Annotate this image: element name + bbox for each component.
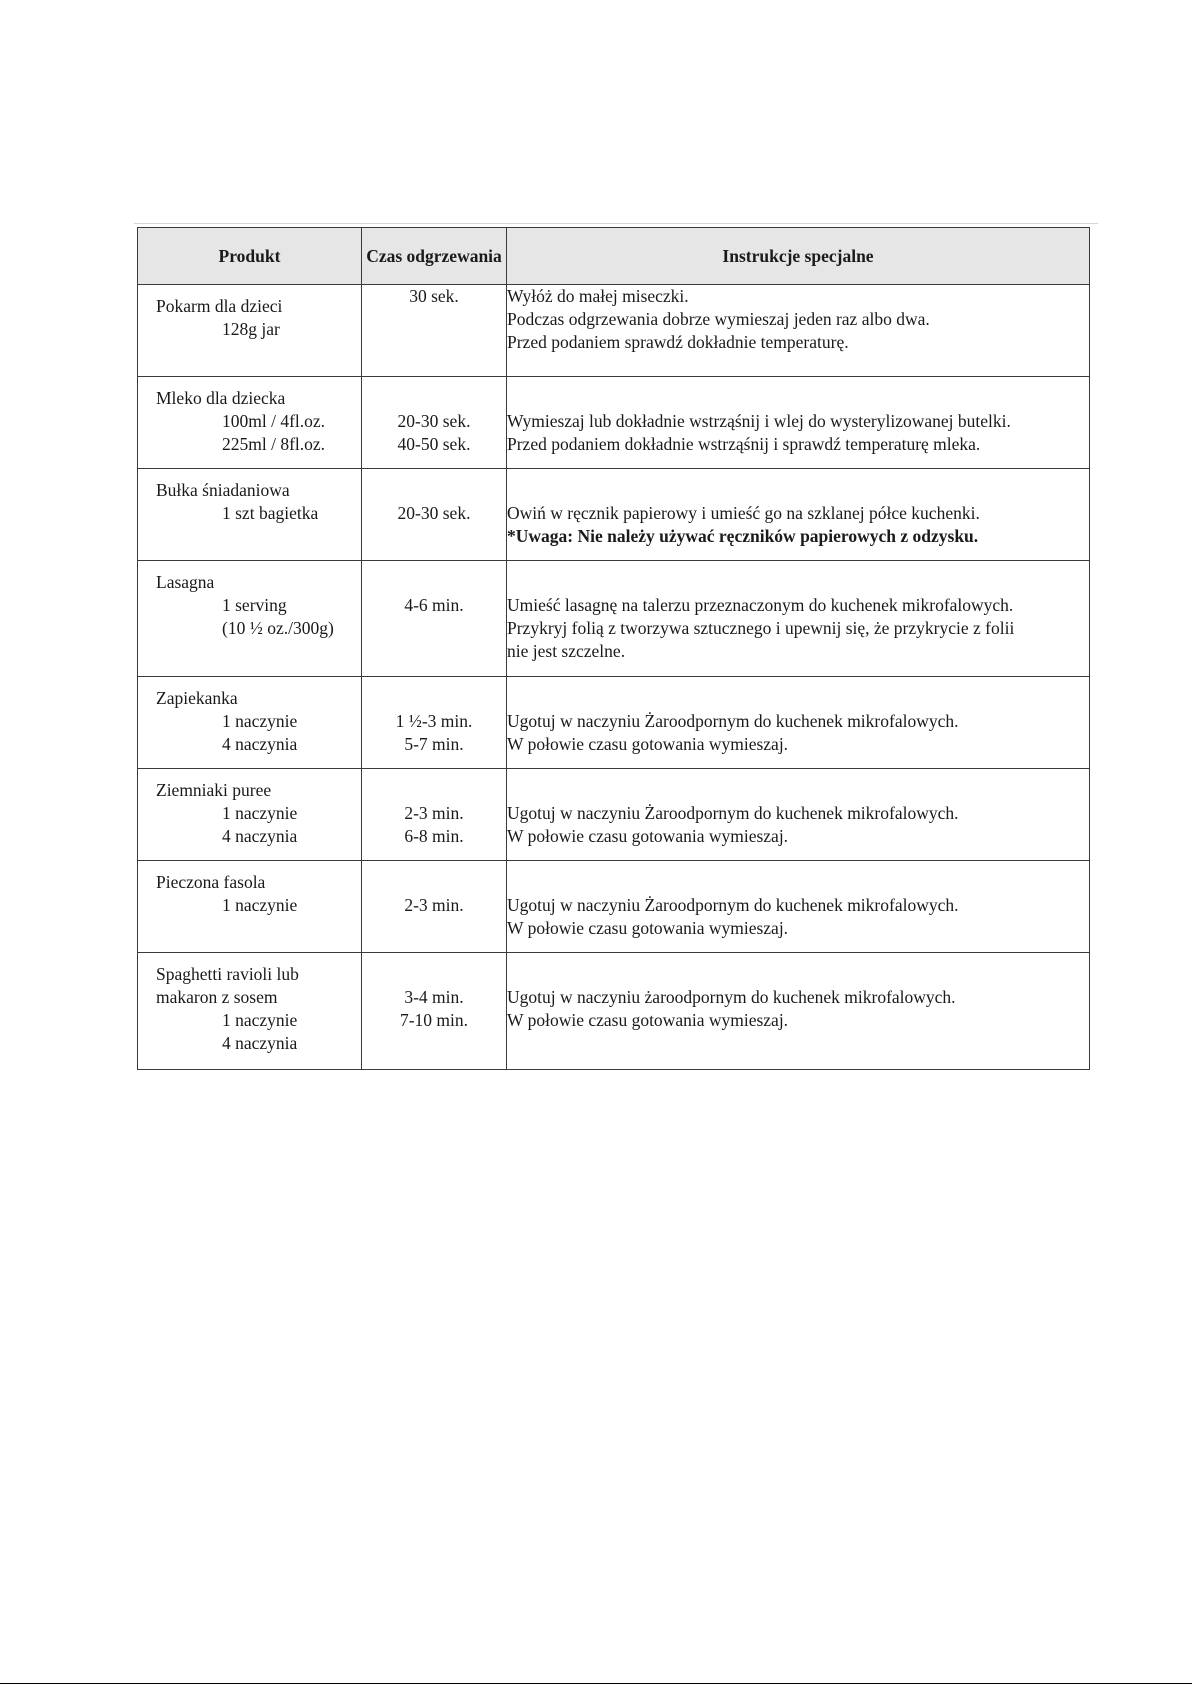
header-product: Produkt [138,228,362,285]
table-row [138,377,1090,469]
product-cell [138,469,362,561]
time-cell [362,861,507,953]
bottom-rule [0,1683,1192,1684]
time-cell [362,769,507,861]
product-name: Mleko dla dziecka [156,388,286,408]
instruction-line: Ugotuj w naczyniu Żaroodpornym do kuchenek mikrofalowych. [507,895,959,915]
instructions-cell [507,561,1090,677]
instructions-cell [507,377,1090,469]
product-portion: 1 naczynie [222,895,298,915]
instructions-cell [507,861,1090,953]
product-name-line2: makaron z sosem [156,987,278,1007]
time-cell [362,469,507,561]
time-value: 30 sek. [409,286,459,306]
time-cell [362,561,507,677]
product-portion: 4 naczynia [222,1033,298,1053]
product-portion: 1 naczynie [222,711,298,731]
product-portion: 100ml / 4fl.oz. [222,411,326,431]
product-portion: 1 szt bagietka [222,503,319,523]
product-cell [138,861,362,953]
time-cell [362,377,507,469]
table-row [138,769,1090,861]
product-cell [138,677,362,769]
product-cell [138,285,362,377]
instructions-cell [507,677,1090,769]
product-cell [138,769,362,861]
instructions-cell [507,769,1090,861]
time-value: 4-6 min. [404,595,464,615]
product-name: Ziemniaki puree [156,780,272,800]
product-cell [138,377,362,469]
time-cell [362,285,507,377]
product-portion: 128g jar [222,319,280,339]
table-header-row [138,228,1090,285]
product-name: Zapiekanka [156,688,238,708]
time-value: 2-3 min. [404,803,464,823]
instruction-line: Ugotuj w naczyniu Żaroodpornym do kuchenek mikrofalowych. [507,803,959,823]
instructions-cell [507,285,1090,377]
table-row [138,861,1090,953]
instruction-line: Ugotuj w naczyniu Żaroodpornym do kuchenek mikrofalowych. [507,711,959,731]
instructions-cell [507,953,1090,1070]
instruction-line: Umieść lasagnę na talerzu przeznaczonym do kuchenek mikrofalowych. [507,595,1014,615]
instructions-cell [507,469,1090,561]
instruction-line: W połowie czasu gotowania wymieszaj. [507,918,789,938]
product-cell [138,561,362,677]
product-portion: 4 naczynia [222,734,298,754]
instruction-line: W połowie czasu gotowania wymieszaj. [507,826,789,846]
warning-note: *Uwaga: Nie należy używać ręczników papierowych z odzysku. [507,526,979,546]
time-value: 6-8 min. [404,826,464,846]
header-instructions: Instrukcje specjalne [507,228,1090,285]
instruction-line: Owiń w ręcznik papierowy i umieść go na szklanej półce kuchenki. [507,503,980,523]
product-name: Bułka śniadaniowa [156,480,290,500]
instruction-line: Przed podaniem sprawdź dokładnie temperaturę. [507,332,849,352]
time-value: 20-30 sek. [397,503,471,523]
time-cell [362,677,507,769]
product-name: Pieczona fasola [156,872,266,892]
product-portion: 1 naczynie [222,803,298,823]
product-portion: 1 naczynie [222,1010,298,1030]
table-row [138,561,1090,677]
instruction-line: Ugotuj w naczyniu żaroodpornym do kuchenek mikrofalowych. [507,987,956,1007]
table-row [138,677,1090,769]
instruction-line: W połowie czasu gotowania wymieszaj. [507,1010,789,1030]
product-name: Pokarm dla dzieci [156,296,283,316]
time-value: 20-30 sek. [397,411,471,431]
instruction-line: W połowie czasu gotowania wymieszaj. [507,734,789,754]
top-rule [134,223,1098,224]
product-portion: 1 serving [222,595,287,615]
instruction-line: Wymieszaj lub dokładnie wstrząśnij i wlej do wysterylizowanej butelki. [507,411,1011,431]
instruction-line: nie jest szczelne. [507,641,626,661]
product-portion: (10 ½ oz./300g) [222,618,334,638]
reheating-table [137,227,1090,1070]
header-time: Czas odgrzewania [362,228,507,285]
product-cell [138,953,362,1070]
product-portion: 4 naczynia [222,826,298,846]
instruction-line: Wyłóż do małej miseczki. [507,286,689,306]
time-value: 3-4 min. [404,987,464,1007]
time-cell [362,953,507,1070]
time-value: 1 ½-3 min. [395,711,473,731]
instruction-line: Przed podaniem dokładnie wstrząśnij i sprawdź temperaturę mleka. [507,434,981,454]
time-value: 40-50 sek. [397,434,471,454]
product-portion: 225ml / 8fl.oz. [222,434,326,454]
time-value: 2-3 min. [404,895,464,915]
time-value: 7-10 min. [399,1010,469,1030]
table-row [138,953,1090,1070]
product-name: Lasagna [156,572,215,592]
instruction-line: Podczas odgrzewania dobrze wymieszaj jeden raz albo dwa. [507,309,930,329]
time-value: 5-7 min. [404,734,464,754]
table-row [138,469,1090,561]
product-name: Spaghetti ravioli lub [156,964,299,984]
table-row [138,285,1090,377]
instruction-line: Przykryj folią z tworzywa sztucznego i upewnij się, że przykrycie z folii [507,618,1015,638]
